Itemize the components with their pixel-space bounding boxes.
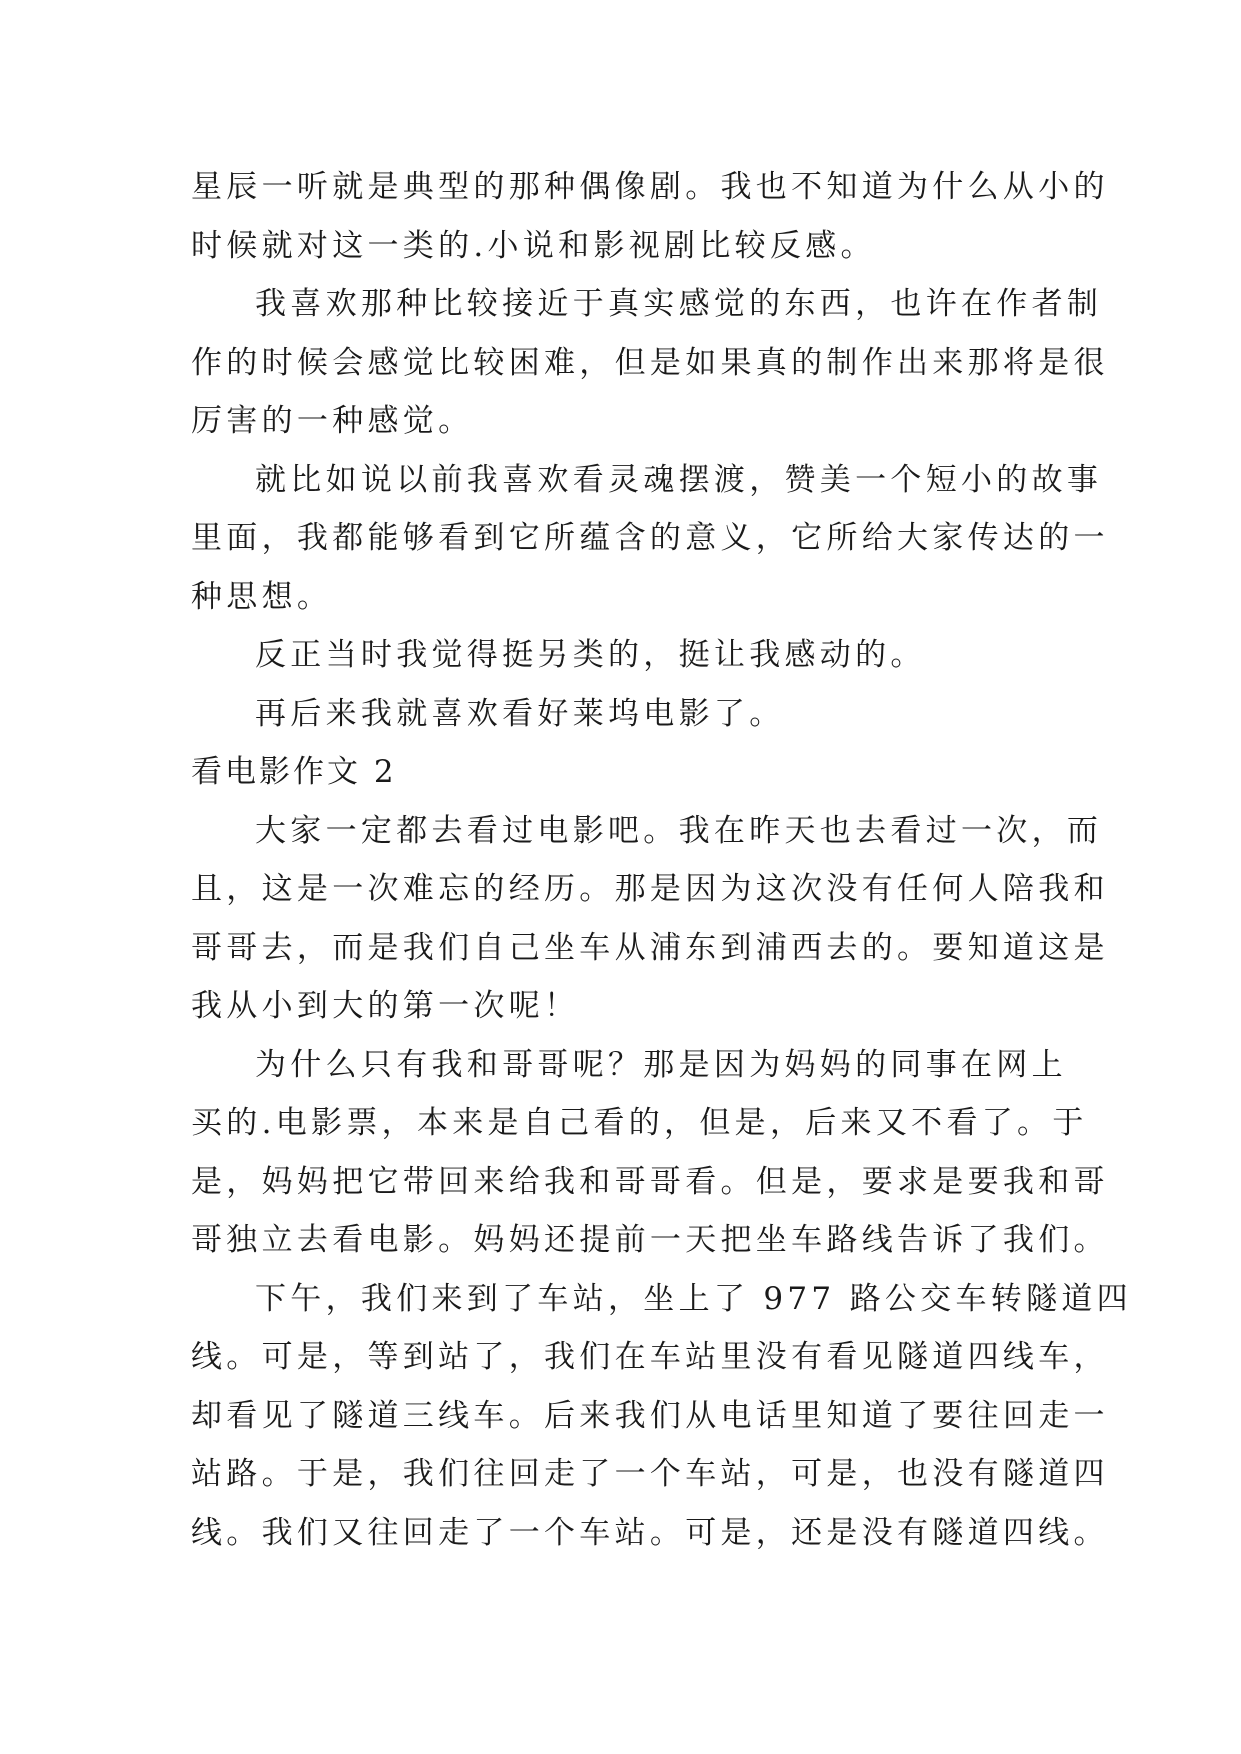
- text-line: 却看见了隧道三线车。后来我们从电话里知道了要往回走一: [191, 1397, 1109, 1434]
- paragraph-start-line: 我喜欢那种比较接近于真实感觉的东西，也许在作者制: [255, 286, 1103, 322]
- text-line: 种思想。: [191, 578, 333, 615]
- text-line: 是，妈妈把它带回来给我和哥哥看。但是，要求是要我和哥: [191, 1163, 1109, 1200]
- text-line: 且，这是一次难忘的经历。那是因为这次没有任何人陪我和: [191, 871, 1109, 907]
- text-line: 买的.电影票，本来是自己看的，但是，后来又不看了。于: [191, 1105, 1088, 1141]
- text-line: 厉害的一种感觉。: [191, 403, 474, 439]
- paragraph-start-line: 就比如说以前我喜欢看灵魂摆渡，赞美一个短小的故事: [255, 461, 1103, 498]
- text-line: 作的时候会感觉比较困难，但是如果真的制作出来那将是很: [191, 344, 1109, 381]
- text-line: 哥独立去看电影。妈妈还提前一天把坐车路线告诉了我们。: [191, 1222, 1109, 1258]
- text-line: 我从小到大的第一次呢！: [191, 988, 580, 1024]
- section-heading: 看电影作文 2: [191, 754, 397, 790]
- paragraph-start-line: 下午，我们来到了车站，坐上了 977 路公交车转隧道四: [255, 1280, 1132, 1317]
- text-line: 星辰一听就是典型的那种偶像剧。我也不知道为什么从小的: [191, 169, 1109, 205]
- paragraph-start-line: 再后来我就喜欢看好莱坞电影了。: [255, 695, 785, 732]
- text-line: 里面，我都能够看到它所蕴含的意义，它所给大家传达的一: [191, 520, 1109, 556]
- text-line: 线。我们又往回走了一个车站。可是，还是没有隧道四线。: [191, 1514, 1109, 1551]
- text-line: 线。可是，等到站了，我们在车站里没有看见隧道四线车，: [191, 1339, 1109, 1375]
- document-body: [191, 158, 1132, 1562]
- text-line: 哥哥去，而是我们自己坐车从浦东到浦西去的。要知道这是: [191, 929, 1109, 966]
- paragraph-start-line: 为什么只有我和哥哥呢？那是因为妈妈的同事在网上: [255, 1046, 1067, 1083]
- paragraph-start-line: 大家一定都去看过电影吧。我在昨天也去看过一次，而: [255, 812, 1103, 849]
- text-line: 时候就对这一类的.小说和影视剧比较反感。: [191, 227, 876, 264]
- paragraph-start-line: 反正当时我觉得挺另类的，挺让我感动的。: [255, 637, 926, 673]
- text-line: 站路。于是，我们往回走了一个车站，可是，也没有隧道四: [191, 1456, 1109, 1492]
